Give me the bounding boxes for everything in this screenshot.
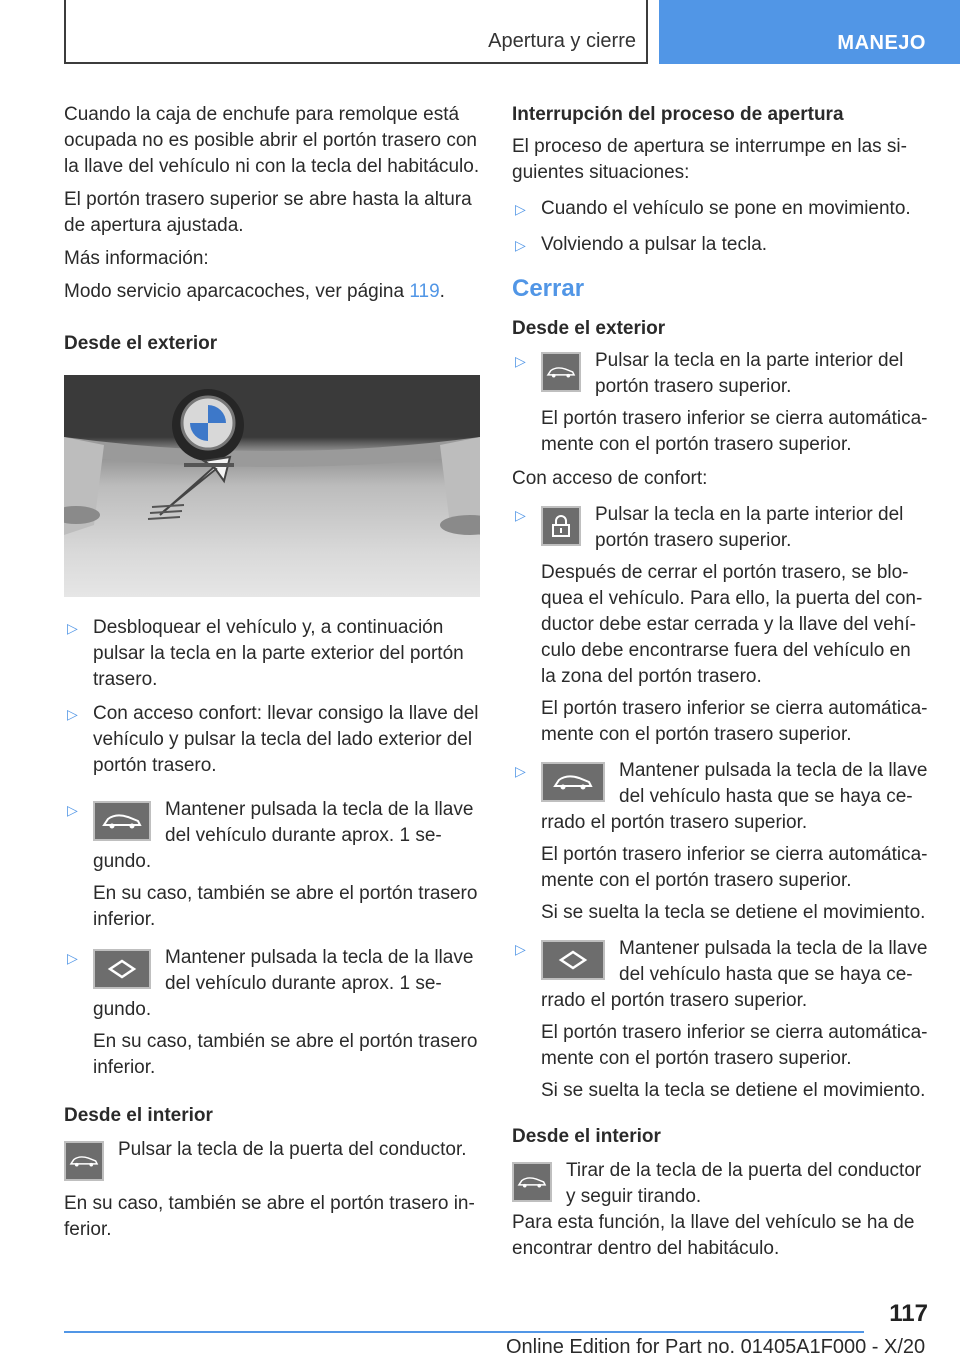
list-item-subtext: Después de cerrar el portón trasero, se blo-quea el vehículo. Para ello, la puerta del con-ductor debe estar cerrada y la llave del vehí-culo debe encontrarse fuera del vehículo en la zona del portón trasero. bbox=[541, 562, 923, 687]
list-item-subtext: En su caso, también se abre el portón trasero inferior. bbox=[93, 1031, 478, 1078]
list-item-text: Mantener pulsada la tecla de la llave del vehículo durante aprox. 1 se-gundo. bbox=[93, 799, 474, 872]
left-column bbox=[64, 102, 482, 1250]
list-item-key-button bbox=[64, 797, 482, 933]
list-item-key-button bbox=[512, 758, 928, 926]
list-item-text: Pulsar la tecla en la parte interior del portón trasero superior. bbox=[595, 350, 904, 397]
bullet-triangle-icon: ▷ bbox=[67, 950, 78, 966]
list-item-key-button bbox=[512, 936, 928, 1104]
list-item-subtext: El portón trasero inferior se cierra automática-mente con el portón trasero superior. bbox=[541, 698, 928, 745]
bullet-triangle-icon: ▷ bbox=[515, 237, 526, 253]
interior-text: Tirar de la tecla de la puerta del conductor y seguir tirando. bbox=[566, 1160, 922, 1207]
list-item bbox=[512, 232, 928, 258]
list-item bbox=[512, 196, 928, 222]
page-number: 117 bbox=[889, 1300, 928, 1327]
ref-end: . bbox=[439, 281, 445, 302]
list-item-lock-button bbox=[512, 502, 928, 748]
paragraph-page-ref bbox=[64, 279, 482, 305]
paragraph: Con acceso de confort: bbox=[512, 468, 708, 489]
page-link[interactable]: 119 bbox=[409, 281, 440, 302]
car-tailgate-icon bbox=[93, 801, 151, 841]
bullet-triangle-icon: ▷ bbox=[515, 763, 526, 779]
diamond-button-icon bbox=[93, 949, 151, 989]
list-item-text: Con acceso confort: llevar consigo la llave del vehículo y pulsar la tecla del lado exterior del portón trasero. bbox=[93, 703, 479, 776]
list-item bbox=[64, 701, 482, 779]
heading-close: Cerrar bbox=[512, 275, 585, 302]
bullet-triangle-icon: ▷ bbox=[515, 353, 526, 369]
car-tailgate-icon bbox=[512, 1162, 552, 1202]
list-item-text: Mantener pulsada la tecla de la llave del vehículo durante aprox. 1 se-gundo. bbox=[93, 947, 474, 1020]
list-item-subtext: El portón trasero inferior se cierra automática-mente con el portón trasero superior. bbox=[541, 1022, 928, 1069]
heading-interior: Desde el interior bbox=[64, 1105, 213, 1126]
header-chapter-tab bbox=[659, 0, 960, 64]
footer-edition: Online Edition for Part no. 01405A1F000 - X/20 bbox=[506, 1336, 926, 1358]
list-item-text: Cuando el vehículo se pone en movimiento. bbox=[541, 198, 911, 219]
interior-instruction bbox=[512, 1158, 928, 1210]
bullet-triangle-icon: ▷ bbox=[67, 706, 78, 722]
list-item-subtext: Si se suelta la tecla se detiene el movimiento. bbox=[541, 1080, 926, 1101]
list-item-subtext: El portón trasero inferior se cierra automática-mente con el portón trasero superior. bbox=[541, 408, 928, 455]
paragraph: Cuando la caja de enchufe para remolque está ocupada no es posible abrir el portón trasero con la llave del vehículo ni con la tecla del habitáculo. bbox=[64, 104, 480, 177]
tailgate-illustration bbox=[64, 375, 480, 597]
list-item-text: Volviendo a pulsar la tecla. bbox=[541, 234, 768, 255]
heading-exterior: Desde el exterior bbox=[512, 318, 666, 339]
list-item-tailgate-button bbox=[512, 348, 928, 458]
interior-text: Pulsar la tecla de la puerta del conductor. bbox=[118, 1139, 467, 1160]
bullet-triangle-icon: ▷ bbox=[67, 802, 78, 818]
bullet-triangle-icon: ▷ bbox=[515, 507, 526, 523]
interior-instruction bbox=[64, 1137, 482, 1187]
paragraph: En su caso, también se abre el portón trasero in-ferior. bbox=[64, 1193, 475, 1240]
tailgate-photo bbox=[64, 375, 480, 597]
list-item-text: Desbloquear el vehículo y, a continuación pulsar la tecla en la parte exterior del portón trasero. bbox=[93, 617, 464, 690]
list-item-text: Mantener pulsada la tecla de la llave del vehículo hasta que se haya ce-rrado el portón trasero superior. bbox=[541, 938, 928, 1011]
car-tailgate-icon bbox=[541, 352, 581, 392]
header-chapter-label: MANEJO bbox=[837, 31, 926, 54]
list-item-subtext: En su caso, también se abre el portón trasero inferior. bbox=[93, 883, 478, 930]
paragraph: Para esta función, la llave del vehículo se ha de encontrar dentro del habitáculo. bbox=[512, 1212, 915, 1259]
list-item bbox=[64, 615, 482, 693]
car-tailgate-icon bbox=[541, 762, 605, 802]
footer-divider bbox=[64, 1331, 864, 1333]
list-item-subtext: Si se suelta la tecla se detiene el movimiento. bbox=[541, 902, 926, 923]
bullet-triangle-icon: ▷ bbox=[515, 201, 526, 217]
list-item-key-button bbox=[64, 945, 482, 1081]
paragraph: El proceso de apertura se interrumpe en las si-guientes situaciones: bbox=[512, 136, 907, 183]
header-section-title: Apertura y cierre bbox=[488, 30, 636, 52]
bullet-triangle-icon: ▷ bbox=[515, 941, 526, 957]
paragraph: Más información: bbox=[64, 248, 209, 269]
diamond-button-icon bbox=[541, 940, 605, 980]
paragraph: El portón trasero superior se abre hasta la altura de apertura ajustada. bbox=[64, 189, 472, 236]
ref-text: Modo servicio aparcacoches, ver página bbox=[64, 281, 410, 302]
heading-exterior: Desde el exterior bbox=[64, 333, 218, 354]
car-tailgate-icon bbox=[64, 1141, 104, 1181]
list-item-text: Mantener pulsada la tecla de la llave del vehículo hasta que se haya ce-rrado el portón trasero superior. bbox=[541, 760, 928, 833]
list-item-subtext: El portón trasero inferior se cierra automática-mente con el portón trasero superior. bbox=[541, 844, 928, 891]
lock-icon bbox=[541, 506, 581, 546]
heading-interior: Desde el interior bbox=[512, 1126, 661, 1147]
list-item-text: Pulsar la tecla en la parte interior del portón trasero superior. bbox=[595, 504, 904, 551]
bullet-triangle-icon: ▷ bbox=[67, 620, 78, 636]
heading-interruption: Interrupción del proceso de apertura bbox=[512, 104, 844, 125]
right-column bbox=[512, 102, 928, 1269]
